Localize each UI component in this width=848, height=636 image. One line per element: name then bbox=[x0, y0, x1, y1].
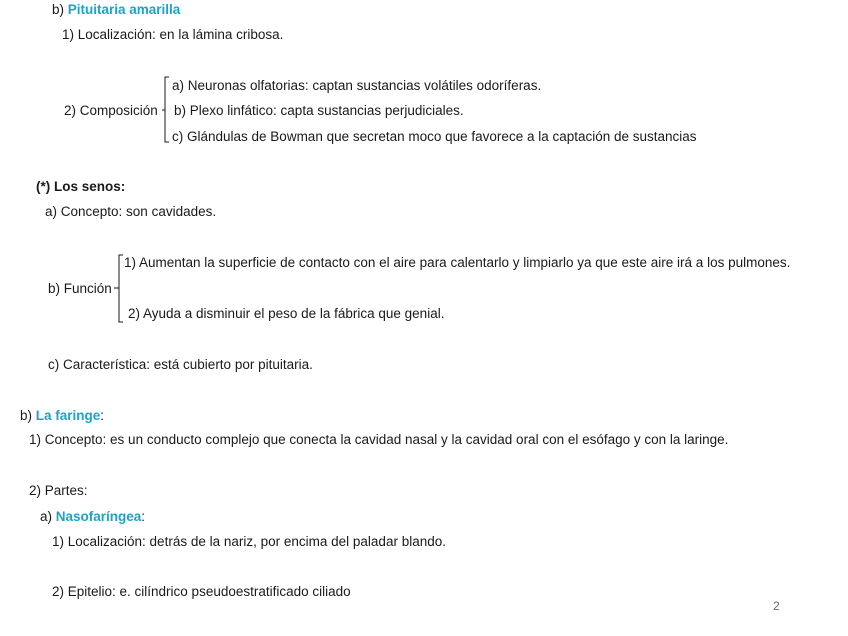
page-number: 2 bbox=[773, 599, 780, 613]
section-heading-senos: (*) Los senos: bbox=[36, 179, 126, 194]
senos-concepto: a) Concepto: son cavidades. bbox=[45, 204, 217, 219]
composicion-label: 2) Composición bbox=[64, 103, 158, 118]
subsection-heading-nasofaringea bbox=[40, 509, 145, 525]
nasofaringea-epitelio: 2) Epitelio: e. cilíndrico pseudoestratificado ciliado bbox=[52, 584, 351, 599]
heading-suffix: : bbox=[141, 509, 146, 524]
heading-title: La faringe bbox=[35, 408, 101, 423]
faringe-concepto: 1) Concepto: es un conducto complejo que conecta la cavidad nasal y la cavidad oral con el esófago y con la laringe. bbox=[29, 432, 729, 447]
section-heading-faringe bbox=[20, 408, 104, 424]
composicion-brace bbox=[162, 76, 172, 144]
composicion-item-b: b) Plexo linfático: capta sustancias perjudiciales. bbox=[174, 103, 464, 118]
section-heading-pituitaria bbox=[52, 2, 180, 18]
heading-title: Nasofaríngea bbox=[55, 509, 142, 524]
funcion-item-1: 1) Aumentan la superficie de contacto con el aire para calentarlo y limpiarlo ya que este aire irá a los pulmones. bbox=[124, 255, 791, 270]
funcion-item-2: 2) Ayuda a disminuir el peso de la fábrica que genial. bbox=[128, 306, 445, 321]
heading-title: Pituitaria amarilla bbox=[67, 2, 181, 17]
heading-suffix: : bbox=[100, 408, 105, 423]
senos-caracteristica: c) Característica: está cubierto por pituitaria. bbox=[48, 357, 313, 372]
nasofaringea-localizacion: 1) Localización: detrás de la nariz, por encima del paladar blando. bbox=[52, 534, 446, 549]
heading-prefix: b) bbox=[20, 408, 36, 423]
heading-prefix: a) bbox=[40, 509, 56, 524]
funcion-label: b) Función bbox=[48, 281, 112, 296]
localizacion-line: 1) Localización: en la lámina cribosa. bbox=[62, 27, 284, 42]
composicion-item-c: c) Glándulas de Bowman que secretan moco que favorece a la captación de sustancias bbox=[172, 129, 697, 144]
heading-prefix: b) bbox=[52, 2, 68, 17]
faringe-partes: 2) Partes: bbox=[29, 483, 88, 498]
composicion-item-a: a) Neuronas olfatorias: captan sustancias volátiles odoríferas. bbox=[172, 78, 542, 93]
